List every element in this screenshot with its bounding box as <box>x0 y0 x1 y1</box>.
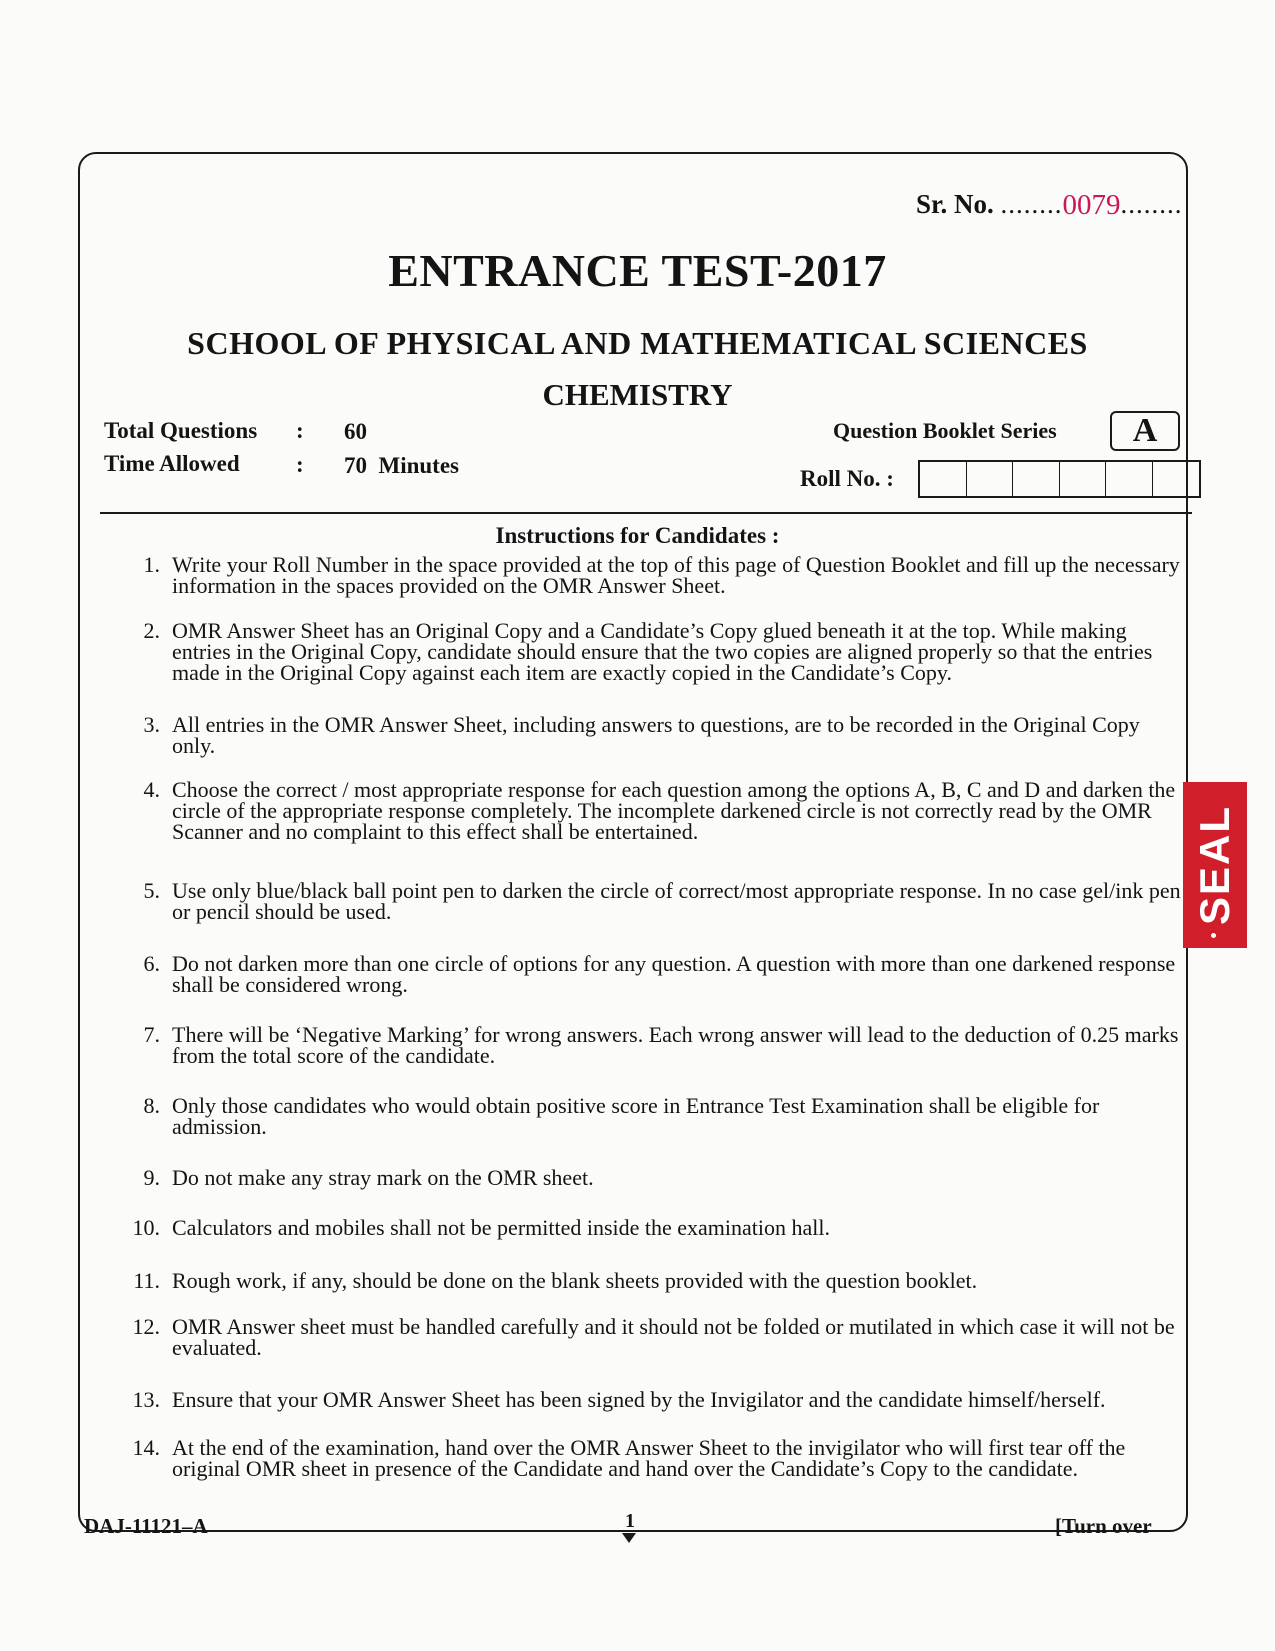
subject-name: CHEMISTRY <box>542 377 733 412</box>
registered-mark-icon <box>1211 933 1216 938</box>
instruction-text: Only those candidates who would obtain positive score in Entrance Test Examination shall be eligible for admission. <box>172 1093 1100 1139</box>
school-name: SCHOOL OF PHYSICAL AND MATHEMATICAL SCIENCES <box>187 325 1088 361</box>
instructions-heading: Instructions for Candidates : <box>495 523 780 548</box>
time-allowed-colon: : <box>296 452 304 477</box>
instruction-text: All entries in the OMR Answer Sheet, including answers to questions, are to be recorded in the Original Copy only. <box>172 712 1140 758</box>
time-allowed-label: Time Allowed <box>104 451 240 476</box>
total-questions-label: Total Questions <box>104 418 258 443</box>
seal-label: SEAL <box>1191 805 1238 926</box>
instruction-text: Ensure that your OMR Answer Sheet has been signed by the Invigilator and the candidate himself/herself. <box>172 1387 1106 1412</box>
instruction-number: 12. <box>132 1314 160 1339</box>
instruction-number: 11. <box>133 1268 160 1293</box>
instruction-number: 3. <box>143 712 160 737</box>
booklet-series-box: A <box>1110 411 1180 451</box>
instruction-number: 8. <box>143 1093 160 1118</box>
arrow-down-icon <box>622 1533 636 1543</box>
instruction-number: 6. <box>143 951 160 976</box>
instruction-number: 13. <box>132 1387 160 1412</box>
serial-number-dots-left: ........ <box>1000 189 1063 219</box>
booklet-code: DAJ-11121–A <box>84 1514 208 1538</box>
instruction-number: 1. <box>143 552 160 577</box>
instruction-text: Rough work, if any, should be done on the blank sheets provided with the question booklet. <box>172 1268 978 1293</box>
serial-number-value: 0079 <box>1062 189 1121 221</box>
exam-title: ENTRANCE TEST-2017 <box>388 245 887 296</box>
instruction-number: 7. <box>143 1022 160 1047</box>
instruction-text: OMR Answer sheet must be handled carefully and it should not be folded or mutilated in which case it will not be evaluated. <box>172 1314 1175 1360</box>
instruction-text: Write your Roll Number in the space provided at the top of this page of Question Booklet and fill up the necessary information in the spaces provided on the OMR Answer Sheet. <box>172 552 1180 598</box>
instruction-number: 4. <box>143 777 160 802</box>
instruction-text: Do not make any stray mark on the OMR sheet. <box>172 1165 594 1190</box>
serial-number-label: Sr. No. <box>916 189 994 219</box>
time-allowed-value: 70 Minutes <box>344 453 459 478</box>
instruction-number: 10. <box>132 1215 160 1240</box>
instruction-number: 5. <box>143 878 160 903</box>
page-number: 1 <box>625 1510 635 1532</box>
instruction-text: Do not darken more than one circle of options for any question. A question with more than one darkened response shall be considered wrong. <box>172 951 1176 997</box>
instruction-number: 9. <box>143 1165 160 1190</box>
booklet-series-label: Question Booklet Series <box>833 418 1057 443</box>
seal-sticker <box>1183 782 1247 948</box>
instruction-text: Calculators and mobiles shall not be permitted inside the examination hall. <box>172 1215 831 1240</box>
instruction-number: 2. <box>143 618 160 643</box>
instruction-number: 14. <box>132 1435 160 1460</box>
instruction-text: Choose the correct / most appropriate response for each question among the options A, B, C and D and darken the circle of the appropriate response completely. The incomplete darkened circle is not correctly read by the OMR Scanner and no complaint to this effect shall be entertained. <box>172 777 1176 844</box>
roll-number-label: Roll No. : <box>800 466 894 491</box>
instruction-text: There will be ‘Negative Marking’ for wrong answers. Each wrong answer will lead to the deduction of 0.25 marks from the total score of the candidate. <box>172 1022 1179 1068</box>
instruction-text: At the end of the examination, hand over the OMR Answer Sheet to the invigilator who will first tear off the original OMR sheet in presence of the Candidate and hand over the Candidate’s Copy to the candidate. <box>172 1435 1126 1481</box>
total-questions-value: 60 <box>344 419 367 444</box>
serial-number-dots-right: ........ <box>1120 189 1183 219</box>
instruction-text: OMR Answer Sheet has an Original Copy and a Candidate’s Copy glued beneath it at the top. While making entries in the Original Copy, candidate should ensure that the two copies are aligned properly so that the entries made in the Original Copy against each item are exactly copied in the Candidate’s Copy. <box>172 618 1153 685</box>
turn-over-note: [Turn over <box>1055 1514 1152 1538</box>
instruction-text: Use only blue/black ball point pen to darken the circle of correct/most appropriate response. In no case gel/ink pen or pencil should be used. <box>172 878 1181 924</box>
total-questions-colon: : <box>296 418 304 443</box>
